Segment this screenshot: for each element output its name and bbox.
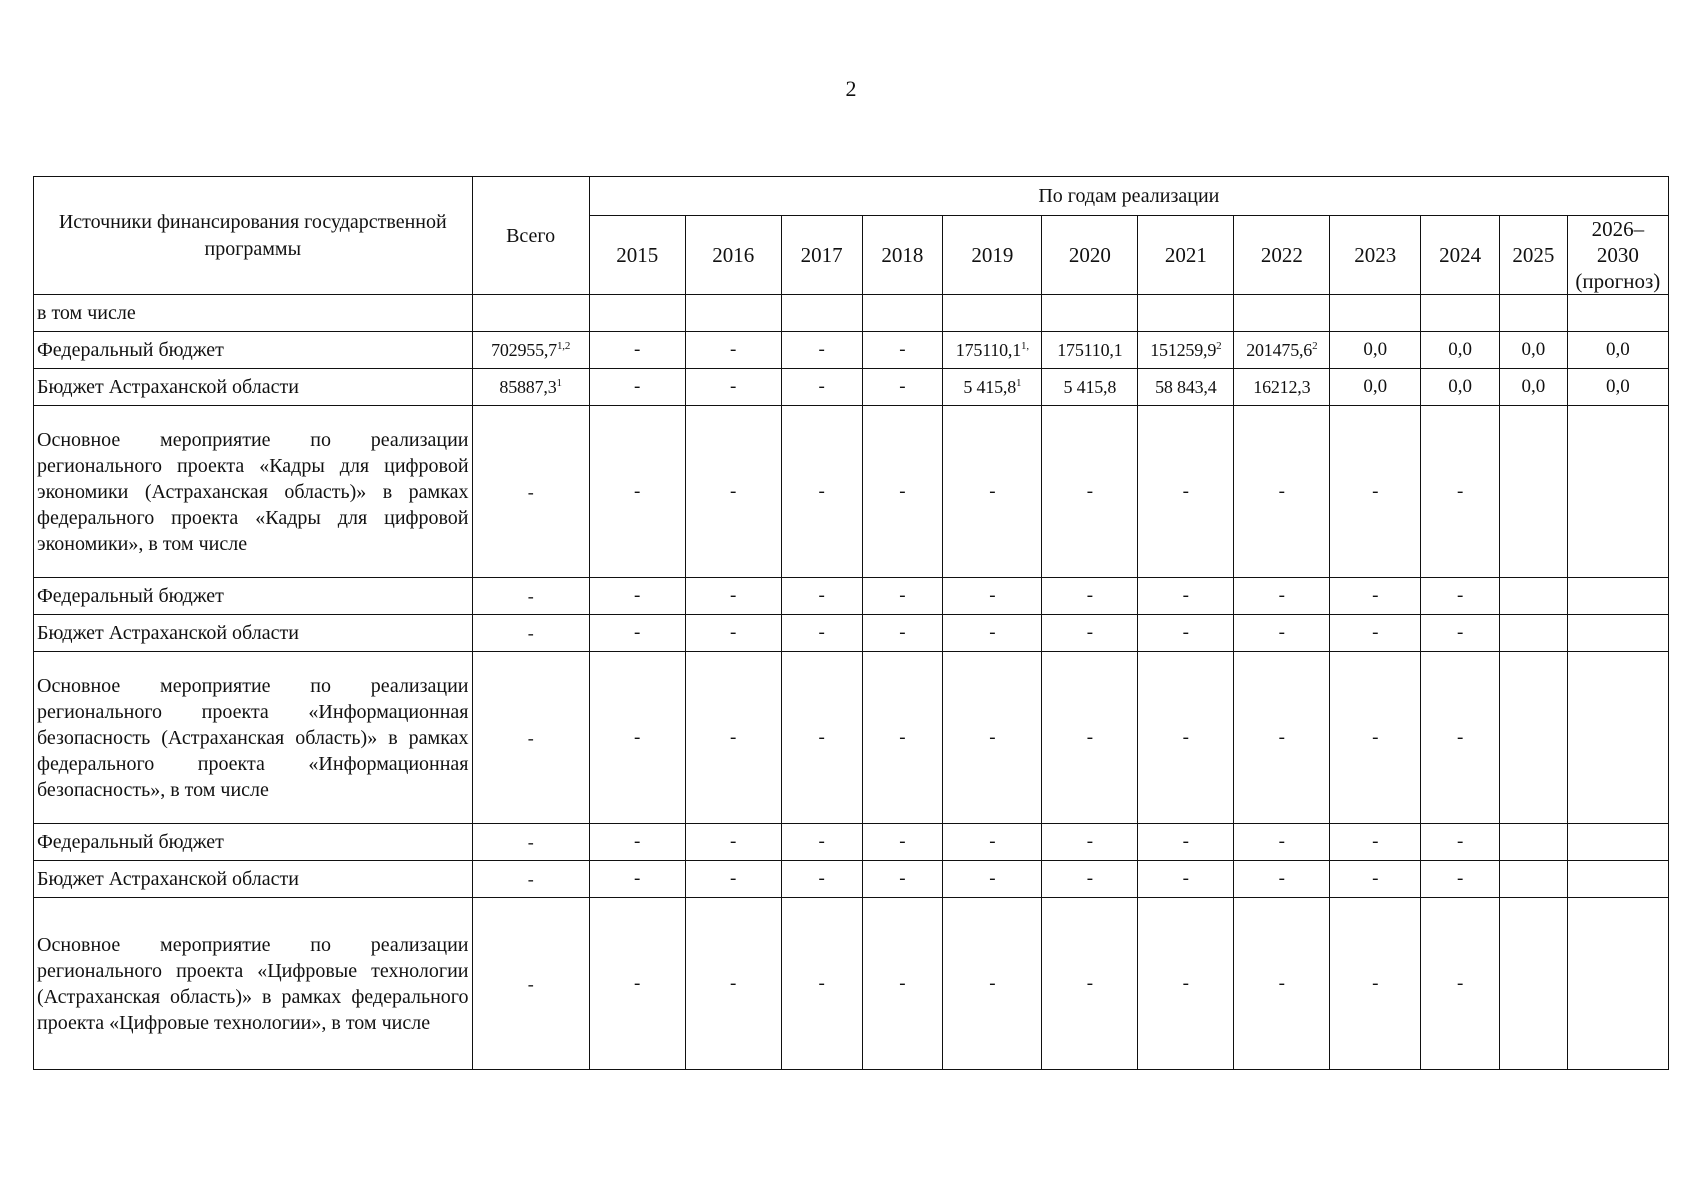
year-value-cell (943, 861, 1042, 898)
year-value-cell (1234, 369, 1330, 406)
year-value: - (730, 622, 737, 643)
year-value: 201475,6 (1246, 340, 1313, 360)
year-value-cell (1234, 861, 1330, 898)
total-value: - (527, 727, 534, 748)
table-row (34, 295, 1669, 332)
year-value-cell (685, 898, 781, 1070)
source-cell: в том числе (34, 295, 473, 332)
year-header: 2021 (1138, 216, 1234, 295)
year-value: - (989, 480, 996, 502)
year-value: - (634, 622, 641, 643)
year-value-cell (862, 578, 943, 615)
year-value-cell (1138, 824, 1234, 861)
total-cell (472, 295, 589, 332)
year-value-cell (1567, 332, 1668, 369)
year-value-cell (685, 295, 781, 332)
year-value: - (1086, 585, 1094, 606)
source-cell: Федеральный бюджет (34, 332, 473, 369)
table-row (34, 861, 1669, 898)
year-value-cell (1421, 332, 1500, 369)
year-value-cell (943, 332, 1042, 369)
year-value: - (1086, 622, 1094, 643)
year-value-cell (862, 861, 943, 898)
year-value: - (1182, 585, 1189, 606)
source-cell: Бюджет Астраханской области (34, 861, 473, 898)
year-value-cell (1138, 369, 1234, 406)
year-value-cell (943, 295, 1042, 332)
total-value: 702955,7 (491, 340, 557, 360)
year-value-cell (1042, 406, 1138, 578)
year-value-cell (1234, 652, 1330, 824)
header-row-top (34, 177, 1669, 216)
year-value-cell (1234, 332, 1330, 369)
year-value: 0,0 (1363, 339, 1388, 360)
year-value-cell (1234, 898, 1330, 1070)
year-value: - (1086, 972, 1094, 994)
year-value: - (730, 868, 737, 889)
year-value-cell (1421, 824, 1500, 861)
year-value-cell (589, 332, 685, 369)
year-value-cell (589, 652, 685, 824)
table-body (34, 295, 1669, 1070)
source-cell: Основное мероприятие по реализации регионального проекта «Кадры для цифровой экономики (Астраханская область)» в рамках федерального проекта «Кадры для цифровой экономики», в том числе (34, 406, 473, 578)
year-value-cell (589, 369, 685, 406)
source-cell: Бюджет Астраханской области (34, 369, 473, 406)
year-value: - (1182, 480, 1189, 502)
year-value-cell (1567, 369, 1668, 406)
year-value-cell (781, 578, 862, 615)
total-cell (472, 332, 589, 369)
year-value-cell (1330, 332, 1421, 369)
year-value-cell (1234, 578, 1330, 615)
source-cell: Федеральный бюджет (34, 578, 473, 615)
year-value-cell (1567, 615, 1668, 652)
year-value: - (634, 585, 641, 606)
year-value: - (899, 831, 906, 852)
total-cell (472, 652, 589, 824)
year-value-cell (1042, 332, 1138, 369)
year-value: - (730, 585, 737, 606)
year-value-cell (862, 332, 943, 369)
year-value: 175110,1 (1057, 340, 1123, 360)
year-value: - (1278, 480, 1285, 502)
year-value: - (899, 376, 906, 397)
year-value-cell (1567, 652, 1668, 824)
year-value-cell (781, 652, 862, 824)
year-value: - (899, 726, 906, 748)
year-value-cell (1500, 615, 1568, 652)
source-cell: Бюджет Астраханской области (34, 615, 473, 652)
year-value-cell (1500, 369, 1568, 406)
year-value-cell (1500, 898, 1568, 1070)
total-cell (472, 578, 589, 615)
year-value: - (1278, 868, 1285, 889)
table-row (34, 332, 1669, 369)
total-value: - (527, 586, 534, 606)
year-value-cell (1567, 861, 1668, 898)
year-value-cell (1234, 615, 1330, 652)
year-value-cell (1500, 861, 1568, 898)
year-value: - (1456, 726, 1464, 748)
years-group-header: По годам реализации (589, 177, 1668, 216)
year-value: 0,0 (1448, 376, 1472, 397)
year-value-cell (1234, 824, 1330, 861)
source-cell: Федеральный бюджет (34, 824, 473, 861)
year-value-cell (1421, 295, 1500, 332)
year-value: - (634, 831, 641, 852)
year-value: - (899, 585, 906, 606)
year-value: 151259,9 (1150, 340, 1217, 360)
year-value-cell (943, 652, 1042, 824)
year-value: - (1086, 868, 1094, 889)
year-value: - (1372, 622, 1379, 643)
year-value: - (899, 339, 906, 360)
year-value-cell (1421, 578, 1500, 615)
year-value-cell (1421, 406, 1500, 578)
year-value-cell (1500, 578, 1568, 615)
year-value: 58 843,4 (1155, 377, 1217, 397)
year-value: - (818, 480, 825, 502)
year-value: 0,0 (1605, 376, 1630, 397)
year-value: - (730, 339, 737, 360)
year-value: - (1456, 831, 1464, 852)
year-value: - (818, 972, 825, 994)
total-value: 85887,3 (499, 377, 557, 397)
year-header: 2025 (1500, 216, 1568, 295)
year-value-cell (943, 578, 1042, 615)
total-value: - (527, 832, 534, 852)
year-value: - (1372, 480, 1379, 502)
year-value-cell (685, 824, 781, 861)
year-value: - (1086, 831, 1094, 852)
year-value-cell (862, 652, 943, 824)
year-value: - (1182, 868, 1189, 889)
year-value: - (634, 376, 641, 397)
footnote-marker: 2 (1312, 340, 1318, 352)
year-value-cell (1042, 652, 1138, 824)
footnote-marker: 2 (1216, 340, 1222, 352)
total-cell (472, 615, 589, 652)
year-value: - (818, 868, 825, 889)
year-value-cell (1330, 406, 1421, 578)
year-value-cell (781, 295, 862, 332)
year-value-cell (589, 578, 685, 615)
year-value: - (899, 480, 906, 502)
total-value: - (527, 623, 534, 643)
year-value-cell (589, 295, 685, 332)
year-value: - (1182, 972, 1189, 994)
year-value: 0,0 (1521, 339, 1546, 360)
year-value-cell (1042, 295, 1138, 332)
year-value: - (989, 622, 996, 643)
year-value: - (1456, 585, 1464, 606)
year-value-cell (1042, 578, 1138, 615)
year-value-cell (1138, 898, 1234, 1070)
year-value-cell (1042, 898, 1138, 1070)
year-value: - (818, 622, 825, 643)
year-value: - (1278, 726, 1285, 748)
footnote-marker: 1 (556, 377, 562, 389)
total-cell (472, 861, 589, 898)
year-value: - (818, 585, 825, 606)
year-value: 0,0 (1521, 376, 1546, 397)
year-value-cell (1567, 295, 1668, 332)
year-value-cell (1042, 824, 1138, 861)
table-row (34, 824, 1669, 861)
year-value: - (989, 831, 996, 852)
footnote-marker: 1, (1021, 340, 1029, 352)
year-value-cell (1421, 652, 1500, 824)
year-value-cell (1567, 406, 1668, 578)
year-value-cell (862, 824, 943, 861)
year-value: - (818, 339, 825, 360)
year-value-cell (1421, 615, 1500, 652)
footnote-marker: 1,2 (556, 340, 571, 352)
year-value: - (818, 726, 825, 748)
year-value-cell (1042, 615, 1138, 652)
year-value-cell (943, 369, 1042, 406)
year-value-cell (1567, 824, 1668, 861)
year-value: - (989, 972, 996, 994)
year-value: - (1278, 585, 1285, 606)
year-value-cell (685, 861, 781, 898)
year-value: - (1182, 831, 1189, 852)
year-value-cell (781, 861, 862, 898)
year-value-cell (1330, 861, 1421, 898)
year-value-cell (1138, 295, 1234, 332)
year-value-cell (685, 332, 781, 369)
year-value-cell (862, 615, 943, 652)
year-value-cell (589, 615, 685, 652)
year-header: 2020 (1042, 216, 1138, 295)
year-value-cell (685, 615, 781, 652)
year-value-cell (943, 615, 1042, 652)
year-value-cell (1234, 406, 1330, 578)
table-row (34, 406, 1669, 578)
total-header: Всего (472, 177, 589, 295)
year-value: - (730, 480, 737, 502)
year-value-cell (943, 824, 1042, 861)
year-value-cell (1138, 332, 1234, 369)
year-value-cell (781, 332, 862, 369)
year-value-cell (1421, 369, 1500, 406)
year-value-cell (781, 369, 862, 406)
total-value: - (527, 481, 534, 502)
year-value: - (1182, 726, 1189, 748)
year-value-cell (1330, 369, 1421, 406)
year-value-cell (1138, 578, 1234, 615)
year-value-cell (589, 824, 685, 861)
year-value-cell (943, 406, 1042, 578)
year-value-cell (1138, 615, 1234, 652)
total-cell (472, 369, 589, 406)
year-header: 2017 (781, 216, 862, 295)
year-value: - (1278, 972, 1285, 994)
year-value-cell (1330, 824, 1421, 861)
year-value-cell (1500, 652, 1568, 824)
year-value-cell (1421, 898, 1500, 1070)
year-value-cell (781, 615, 862, 652)
year-value-cell (1234, 295, 1330, 332)
year-value-cell (685, 406, 781, 578)
year-value-cell (685, 652, 781, 824)
year-value: 0,0 (1605, 339, 1630, 360)
year-header: 2026–2030 (прогноз) (1567, 216, 1668, 295)
year-value-cell (943, 898, 1042, 1070)
year-value: - (1456, 972, 1464, 994)
year-value-cell (1567, 578, 1668, 615)
year-value-cell (589, 861, 685, 898)
year-value: - (989, 585, 996, 606)
year-value-cell (589, 898, 685, 1070)
year-value: - (1086, 480, 1094, 502)
total-cell (472, 824, 589, 861)
year-value: - (1456, 480, 1464, 502)
year-value: - (730, 376, 737, 397)
year-value: - (634, 339, 641, 360)
year-value-cell (1500, 824, 1568, 861)
sources-header: Источники финансирования государственной программы (34, 177, 473, 295)
year-header: 2016 (685, 216, 781, 295)
year-value-cell (781, 898, 862, 1070)
year-value: - (1372, 585, 1379, 606)
year-value-cell (1500, 406, 1568, 578)
year-value: 0,0 (1363, 376, 1388, 397)
year-header: 2022 (1234, 216, 1330, 295)
year-value-cell (1330, 295, 1421, 332)
year-value: 175110,1 (955, 340, 1022, 360)
year-value-cell (1330, 898, 1421, 1070)
total-value: - (527, 973, 534, 994)
year-value-cell (862, 295, 943, 332)
year-value: - (989, 726, 996, 748)
year-value-cell (1138, 406, 1234, 578)
year-value: - (1372, 831, 1379, 852)
total-cell (472, 898, 589, 1070)
table-row (34, 578, 1669, 615)
year-value-cell (781, 824, 862, 861)
year-value: - (634, 868, 641, 889)
year-header: 2024 (1421, 216, 1500, 295)
year-value-cell (1330, 652, 1421, 824)
year-value-cell (1500, 332, 1568, 369)
year-value: - (1278, 831, 1285, 852)
financing-table (33, 176, 1669, 1070)
year-value-cell (1138, 861, 1234, 898)
table-row (34, 615, 1669, 652)
year-value: 0,0 (1448, 339, 1472, 360)
total-value: - (527, 869, 534, 889)
table-row (34, 652, 1669, 824)
year-value: 5 415,8 (963, 377, 1016, 397)
year-value: - (989, 868, 996, 889)
year-value: 5 415,8 (1063, 377, 1117, 397)
year-value: - (1456, 868, 1464, 889)
year-value-cell (1138, 652, 1234, 824)
year-value-cell (1330, 578, 1421, 615)
year-value-cell (1042, 861, 1138, 898)
table-row (34, 369, 1669, 406)
year-value: - (634, 726, 641, 748)
page-number: 2 (845, 76, 857, 101)
year-value: 16212,3 (1253, 377, 1311, 397)
year-value-cell (862, 406, 943, 578)
source-cell: Основное мероприятие по реализации регионального проекта «Информационная безопасность (Астраханская область)» в рамках федерального проекта «Информационная безопасность», в том числе (34, 652, 473, 824)
table-row (34, 898, 1669, 1070)
year-value: - (1182, 622, 1189, 643)
year-value: - (730, 726, 737, 748)
total-cell (472, 406, 589, 578)
year-value: - (899, 622, 906, 643)
year-value: - (1456, 622, 1464, 643)
year-value-cell (1500, 295, 1568, 332)
year-value: - (730, 831, 737, 852)
year-header: 2015 (589, 216, 685, 295)
year-value-cell (1330, 615, 1421, 652)
year-value: - (1372, 972, 1379, 994)
year-value: - (1278, 622, 1285, 643)
year-value-cell (862, 898, 943, 1070)
year-value-cell (781, 406, 862, 578)
year-value: - (1086, 726, 1094, 748)
year-value: - (818, 831, 825, 852)
footnote-marker: 1 (1016, 377, 1022, 389)
year-header: 2023 (1330, 216, 1421, 295)
year-value: - (818, 376, 825, 397)
year-value-cell (1567, 898, 1668, 1070)
year-value: - (899, 972, 906, 994)
year-value-cell (1042, 369, 1138, 406)
year-header: 2018 (862, 216, 943, 295)
year-value-cell (685, 369, 781, 406)
year-value-cell (862, 369, 943, 406)
year-value-cell (1421, 861, 1500, 898)
year-value: - (1372, 726, 1379, 748)
year-value: - (730, 972, 737, 994)
year-header: 2019 (943, 216, 1042, 295)
year-value: - (634, 480, 641, 502)
year-value: - (899, 868, 906, 889)
source-cell: Основное мероприятие по реализации регионального проекта «Цифровые технологии (Астраханская область)» в рамках федерального проекта «Цифровые технологии», в том числе (34, 898, 473, 1070)
year-value-cell (685, 578, 781, 615)
year-value: - (634, 972, 641, 994)
year-value: - (1372, 868, 1379, 889)
year-value-cell (589, 406, 685, 578)
